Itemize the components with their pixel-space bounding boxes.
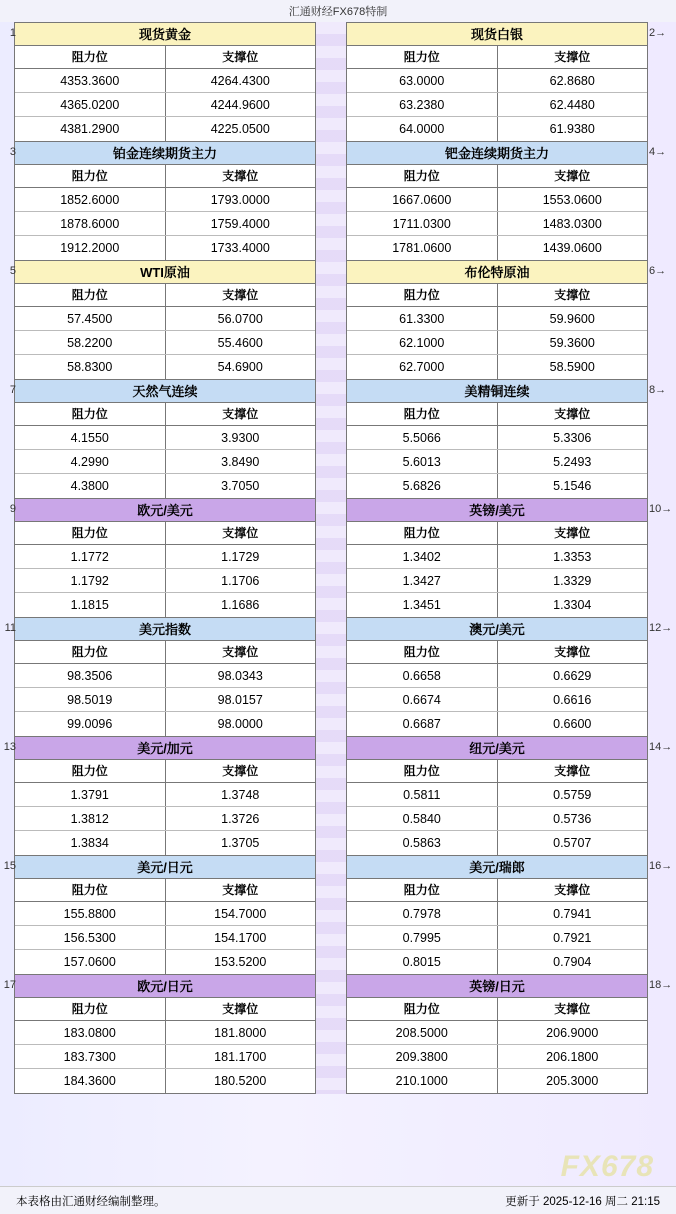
support-header: 支撑位 [554, 883, 591, 897]
resistance-value: 1711.0300 [347, 212, 498, 235]
resistance-value: 1.1772 [15, 545, 166, 568]
block-index: 8→ [649, 384, 667, 396]
block-header-row [347, 403, 647, 426]
resistance-value: 0.6687 [347, 712, 498, 736]
support-value: 1.3748 [221, 788, 260, 802]
block-header-row [15, 879, 315, 902]
quote-block [9, 142, 316, 261]
resistance-value: 4381.2900 [15, 117, 166, 141]
updated-label: 更新于 [505, 1195, 540, 1208]
support-header: 支撑位 [554, 764, 591, 778]
table-row [347, 331, 647, 355]
table-row [15, 950, 315, 974]
block-header-row [347, 165, 647, 188]
support-value: 1.3726 [221, 812, 260, 826]
quote-block [9, 380, 316, 499]
support-header: 支撑位 [222, 407, 259, 421]
support-value: 154.7000 [214, 907, 267, 921]
updated-time: 21:15 [631, 1195, 660, 1208]
block-index: 12→ [649, 622, 673, 634]
table-row [15, 569, 315, 593]
resistance-value: 1.1815 [15, 593, 166, 617]
support-value: 55.4600 [217, 336, 263, 350]
support-value: 5.2493 [553, 455, 592, 469]
support-header: 支撑位 [222, 883, 259, 897]
block-header-row [15, 284, 315, 307]
table-row [347, 1045, 647, 1069]
table-row [15, 426, 315, 450]
resistance-value: 99.0096 [15, 712, 166, 736]
resistance-value: 0.7995 [347, 926, 498, 949]
table-row [15, 831, 315, 855]
resistance-value: 4353.3600 [15, 69, 166, 92]
block-index: 18→ [649, 979, 673, 991]
table-row [347, 212, 647, 236]
table-row [347, 69, 647, 93]
resistance-header: 阻力位 [15, 403, 166, 425]
support-value: 1553.0600 [542, 193, 602, 207]
block-index: 14→ [649, 741, 673, 753]
block-title: 欧元/美元 [15, 499, 315, 522]
resistance-value: 0.5863 [347, 831, 498, 855]
table-row [15, 926, 315, 950]
table-row [347, 950, 647, 974]
resistance-header: 阻力位 [15, 522, 166, 544]
table-row [347, 593, 647, 617]
resistance-value: 209.3800 [347, 1045, 498, 1068]
support-value: 59.9600 [549, 312, 595, 326]
resistance-header: 阻力位 [15, 165, 166, 187]
resistance-value: 0.5840 [347, 807, 498, 830]
block-title: 美元/日元 [15, 856, 315, 879]
quote-block [346, 142, 667, 261]
resistance-header: 阻力位 [347, 760, 498, 782]
block-header-row [15, 998, 315, 1021]
block-title: 英镑/日元 [347, 975, 647, 998]
support-header: 支撑位 [222, 288, 259, 302]
support-header: 支撑位 [222, 50, 259, 64]
footer-note: 本表格由汇通财经编制整理。 [16, 1195, 166, 1208]
resistance-value: 63.0000 [347, 69, 498, 92]
table-row [15, 450, 315, 474]
block-header-row [15, 165, 315, 188]
support-value: 98.0000 [217, 717, 263, 731]
support-value: 1.1686 [221, 598, 260, 612]
support-value: 205.3000 [546, 1074, 599, 1088]
support-header: 支撑位 [554, 50, 591, 64]
resistance-header: 阻力位 [15, 284, 166, 306]
table-row [347, 450, 647, 474]
support-value: 1733.4000 [210, 241, 270, 255]
block-index: 13 [3, 741, 16, 753]
resistance-value: 98.3506 [15, 664, 166, 687]
table-row [15, 664, 315, 688]
resistance-header: 阻力位 [15, 46, 166, 68]
resistance-header: 阻力位 [15, 641, 166, 663]
support-value: 1439.0600 [542, 241, 602, 255]
resistance-value: 1.3451 [347, 593, 498, 617]
resistance-value: 1.3812 [15, 807, 166, 830]
resistance-value: 0.5811 [347, 783, 498, 806]
support-header: 支撑位 [222, 645, 259, 659]
quote-block [346, 22, 667, 142]
quote-block [346, 618, 673, 737]
support-value: 0.5759 [553, 788, 592, 802]
table-row [347, 117, 647, 141]
support-value: 1759.4000 [210, 217, 270, 231]
resistance-value: 0.8015 [347, 950, 498, 974]
support-value: 5.3306 [553, 431, 592, 445]
support-value: 180.5200 [214, 1074, 267, 1088]
resistance-value: 57.4500 [15, 307, 166, 330]
resistance-header: 阻力位 [347, 403, 498, 425]
support-header: 支撑位 [554, 169, 591, 183]
support-header: 支撑位 [554, 1002, 591, 1016]
resistance-value: 208.5000 [347, 1021, 498, 1044]
quote-block [346, 975, 673, 1094]
table-row [15, 712, 315, 736]
block-header-row [347, 284, 647, 307]
block-header-row [347, 998, 647, 1021]
block-title: 布伦特原油 [347, 261, 647, 284]
block-title: 现货黄金 [15, 23, 315, 46]
table-row [15, 236, 315, 260]
support-header: 支撑位 [222, 764, 259, 778]
support-value: 98.0157 [217, 693, 263, 707]
support-value: 206.1800 [546, 1050, 599, 1064]
support-value: 58.5900 [549, 360, 595, 374]
support-header: 支撑位 [222, 169, 259, 183]
table-row [15, 188, 315, 212]
right-column [346, 22, 673, 1094]
quote-block [9, 261, 316, 380]
quote-block [346, 737, 673, 856]
support-header: 支撑位 [554, 645, 591, 659]
resistance-value: 1.3427 [347, 569, 498, 592]
support-value: 1.3304 [553, 598, 592, 612]
quote-table-wrapper [0, 22, 676, 1094]
block-title: 欧元/日元 [15, 975, 315, 998]
table-row [15, 1021, 315, 1045]
left-column [3, 22, 316, 1094]
quote-block [346, 856, 673, 975]
table-row [15, 902, 315, 926]
block-header-row [347, 760, 647, 783]
table-row [15, 331, 315, 355]
watermark: FX678 [560, 1150, 654, 1183]
header-title: 汇通财经FX678特制 [288, 6, 388, 18]
resistance-value: 210.1000 [347, 1069, 498, 1093]
resistance-header: 阻力位 [347, 46, 498, 68]
table-row [347, 188, 647, 212]
resistance-value: 63.2380 [347, 93, 498, 116]
block-index: 6→ [649, 265, 667, 277]
block-header-row [15, 403, 315, 426]
block-index: 16→ [649, 860, 673, 872]
resistance-value: 61.3300 [347, 307, 498, 330]
resistance-value: 58.8300 [15, 355, 166, 379]
support-value: 54.6900 [217, 360, 263, 374]
resistance-value: 5.6013 [347, 450, 498, 473]
block-title: 纽元/美元 [347, 737, 647, 760]
resistance-value: 183.0800 [15, 1021, 166, 1044]
resistance-value: 62.7000 [347, 355, 498, 379]
resistance-value: 1912.2000 [15, 236, 166, 260]
resistance-value: 155.8800 [15, 902, 166, 925]
support-value: 1.1706 [221, 574, 260, 588]
support-value: 3.9300 [221, 431, 260, 445]
support-value: 0.7921 [553, 931, 592, 945]
resistance-value: 1852.6000 [15, 188, 166, 211]
updated-date: 2025-12-16 [542, 1195, 602, 1208]
resistance-header: 阻力位 [347, 522, 498, 544]
table-row [15, 117, 315, 141]
block-index: 11 [4, 622, 16, 634]
support-value: 0.6600 [553, 717, 592, 731]
table-row [15, 212, 315, 236]
table-row [347, 545, 647, 569]
resistance-header: 阻力位 [15, 760, 166, 782]
columns-container [3, 22, 673, 1094]
support-value: 1793.0000 [210, 193, 270, 207]
table-row [347, 831, 647, 855]
support-value: 206.9000 [546, 1026, 599, 1040]
resistance-value: 4365.0200 [15, 93, 166, 116]
resistance-header: 阻力位 [15, 879, 166, 901]
support-value: 3.7050 [221, 479, 260, 493]
block-index: 15 [3, 860, 16, 872]
block-title: 现货白银 [347, 23, 647, 46]
support-value: 1483.0300 [542, 217, 602, 231]
resistance-value: 1.1792 [15, 569, 166, 592]
resistance-value: 4.2990 [15, 450, 166, 473]
resistance-value: 1781.0600 [347, 236, 498, 260]
support-value: 3.8490 [221, 455, 260, 469]
table-row [15, 93, 315, 117]
resistance-value: 156.5300 [15, 926, 166, 949]
resistance-header: 阻力位 [347, 284, 498, 306]
block-index: 3 [9, 146, 16, 158]
support-value: 154.1700 [214, 931, 267, 945]
support-value: 1.3705 [221, 836, 260, 850]
support-header: 支撑位 [222, 526, 259, 540]
resistance-header: 阻力位 [347, 165, 498, 187]
resistance-value: 0.7978 [347, 902, 498, 925]
resistance-value: 58.2200 [15, 331, 166, 354]
table-row [15, 69, 315, 93]
table-row [347, 569, 647, 593]
table-row [15, 593, 315, 617]
table-row [347, 783, 647, 807]
support-value: 153.5200 [214, 955, 267, 969]
table-row [15, 807, 315, 831]
resistance-value: 62.1000 [347, 331, 498, 354]
block-index: 5 [9, 265, 16, 277]
support-value: 0.5736 [553, 812, 592, 826]
resistance-value: 1.3402 [347, 545, 498, 568]
resistance-value: 1.3791 [15, 783, 166, 806]
resistance-value: 0.6658 [347, 664, 498, 687]
quote-block [346, 261, 667, 380]
support-value: 61.9380 [549, 122, 595, 136]
resistance-value: 4.3800 [15, 474, 166, 498]
support-header: 支撑位 [554, 526, 591, 540]
block-header-row [15, 641, 315, 664]
block-title: 澳元/美元 [347, 618, 647, 641]
table-row [347, 926, 647, 950]
resistance-value: 5.5066 [347, 426, 498, 449]
support-value: 0.5707 [553, 836, 592, 850]
resistance-value: 98.5019 [15, 688, 166, 711]
footer-bar [0, 1186, 676, 1214]
table-row [15, 783, 315, 807]
resistance-value: 1667.0600 [347, 188, 498, 211]
table-row [15, 474, 315, 498]
block-title: 英镑/美元 [347, 499, 647, 522]
resistance-value: 1.3834 [15, 831, 166, 855]
support-value: 0.7904 [553, 955, 592, 969]
table-row [15, 1069, 315, 1093]
table-row [15, 1045, 315, 1069]
block-header-row [15, 760, 315, 783]
quote-block [346, 380, 667, 499]
top-header [0, 0, 676, 22]
support-value: 0.7941 [553, 907, 592, 921]
table-row [15, 688, 315, 712]
support-value: 4244.9600 [210, 98, 270, 112]
resistance-value: 0.6674 [347, 688, 498, 711]
resistance-header: 阻力位 [15, 998, 166, 1020]
table-row [347, 712, 647, 736]
block-title: 美元/加元 [15, 737, 315, 760]
block-title: WTI原油 [15, 261, 315, 284]
table-row [347, 902, 647, 926]
support-value: 62.4480 [549, 98, 595, 112]
resistance-value: 183.7300 [15, 1045, 166, 1068]
support-value: 0.6629 [553, 669, 592, 683]
resistance-value: 64.0000 [347, 117, 498, 141]
block-index: 9 [9, 503, 16, 515]
quote-block [3, 856, 316, 975]
block-title: 铂金连续期货主力 [15, 142, 315, 165]
block-index: 10→ [649, 503, 673, 515]
quote-block [9, 22, 316, 142]
block-title: 美精铜连续 [347, 380, 647, 403]
block-header-row [15, 522, 315, 545]
table-row [347, 426, 647, 450]
support-header: 支撑位 [554, 407, 591, 421]
support-value: 0.6616 [553, 693, 592, 707]
block-title: 天然气连续 [15, 380, 315, 403]
support-value: 181.1700 [214, 1050, 267, 1064]
table-row [347, 474, 647, 498]
middle-spacer [316, 22, 346, 1094]
support-value: 181.8000 [214, 1026, 267, 1040]
quote-block [3, 975, 316, 1094]
resistance-value: 184.3600 [15, 1069, 166, 1093]
block-header-row [347, 522, 647, 545]
table-row [347, 93, 647, 117]
support-value: 62.8680 [549, 74, 595, 88]
resistance-header: 阻力位 [347, 879, 498, 901]
table-row [347, 355, 647, 379]
support-value: 98.0343 [217, 669, 263, 683]
quote-block [4, 618, 316, 737]
support-value: 5.1546 [553, 479, 592, 493]
table-row [347, 236, 647, 260]
quote-block [9, 499, 316, 618]
table-row [347, 307, 647, 331]
table-row [15, 355, 315, 379]
block-index: 4→ [649, 146, 667, 158]
table-row [347, 1021, 647, 1045]
block-title: 美元/瑞郎 [347, 856, 647, 879]
table-row [347, 807, 647, 831]
resistance-value: 1878.6000 [15, 212, 166, 235]
block-header-row [15, 46, 315, 69]
support-value: 56.0700 [217, 312, 263, 326]
table-row [347, 1069, 647, 1093]
resistance-header: 阻力位 [347, 998, 498, 1020]
support-value: 4264.4300 [210, 74, 270, 88]
table-row [347, 664, 647, 688]
resistance-value: 157.0600 [15, 950, 166, 974]
block-title: 钯金连续期货主力 [347, 142, 647, 165]
support-value: 1.3329 [553, 574, 592, 588]
block-index: 2→ [649, 27, 667, 39]
resistance-value: 5.6826 [347, 474, 498, 498]
resistance-header: 阻力位 [347, 641, 498, 663]
support-header: 支撑位 [554, 288, 591, 302]
block-index: 17 [3, 979, 16, 991]
table-row [347, 688, 647, 712]
block-header-row [347, 46, 647, 69]
block-title: 美元指数 [15, 618, 315, 641]
footer-updated [505, 1193, 660, 1209]
table-row [15, 307, 315, 331]
resistance-value: 4.1550 [15, 426, 166, 449]
support-value: 1.3353 [553, 550, 592, 564]
quote-block [3, 737, 316, 856]
support-value: 4225.0500 [210, 122, 270, 136]
support-value: 59.3600 [549, 336, 595, 350]
block-header-row [347, 641, 647, 664]
block-index: 7 [9, 384, 16, 396]
support-value: 1.1729 [221, 550, 260, 564]
support-header: 支撑位 [222, 1002, 259, 1016]
block-header-row [347, 879, 647, 902]
table-row [15, 545, 315, 569]
quote-block [346, 499, 673, 618]
updated-weekday: 周二 [605, 1195, 629, 1208]
block-index: 1 [9, 27, 16, 39]
